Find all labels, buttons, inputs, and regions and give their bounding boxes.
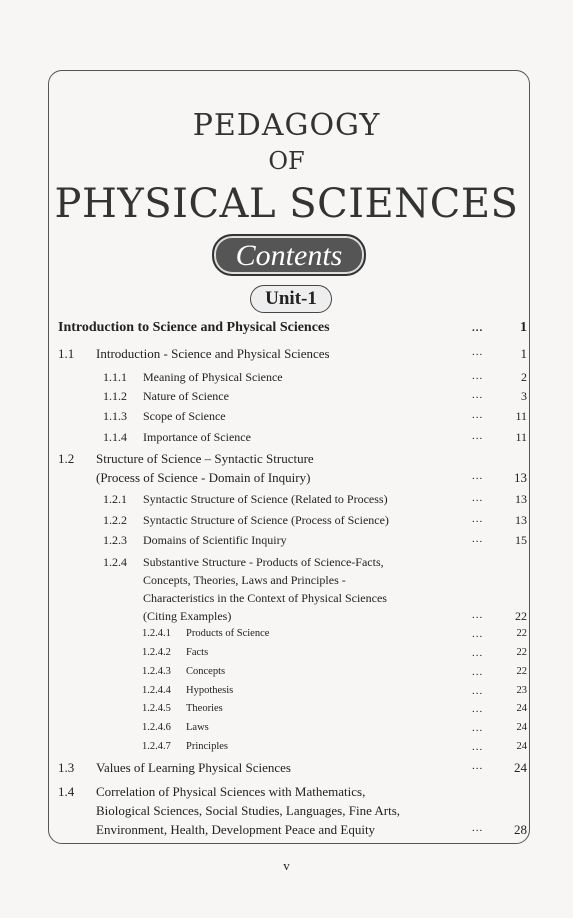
toc-entry[interactable]: [58, 451, 530, 491]
toc-entry-text: Meaning of Physical Science: [143, 370, 283, 384]
toc-entry-page: 23: [516, 685, 527, 696]
toc-entry-number: 1.3: [58, 760, 75, 775]
toc-section-page: 1: [520, 320, 527, 335]
toc-dots: ...: [472, 389, 484, 401]
toc-entry-number: 1.1: [58, 346, 75, 361]
book-title-line-3: PHYSICAL SCIENCES: [54, 181, 519, 227]
toc-entry-page: 22: [516, 666, 527, 677]
toc-entry-text-line-4: (Citing Examples): [143, 609, 232, 623]
toc-entry-number: 1.2.4.4: [142, 685, 171, 696]
unit-heading: Unit-1: [250, 285, 332, 313]
toc-entry-page: 2: [521, 370, 527, 384]
toc-entry-page: 11: [515, 409, 527, 423]
toc-entry-number: 1.2.4.7: [142, 741, 171, 752]
toc-entry-number: 1.1.1: [103, 370, 127, 384]
toc-entry-number: 1.2.4.3: [142, 666, 171, 677]
toc-entry-text-line-2: (Process of Science - Domain of Inquiry): [96, 470, 311, 485]
toc-entry-text: Introduction - Science and Physical Sciences: [96, 346, 330, 361]
toc-entry-page: 13: [515, 492, 527, 506]
toc-dots: ...: [472, 609, 484, 621]
toc-entry-text-line-3: Environment, Health, Development Peace and Equity: [96, 822, 376, 837]
toc-entry-page: 24: [514, 760, 527, 775]
toc-entry-text: Substantive Structure - Products of Science-Facts,: [143, 555, 384, 569]
toc-dots: ...: [472, 370, 484, 382]
toc-entry-page: 22: [515, 609, 527, 623]
toc-entry-text-line-2: Concepts, Theories, Laws and Principles -: [143, 573, 346, 587]
toc-entry-page: 1: [520, 346, 527, 361]
book-title-line-2: OF: [268, 147, 305, 175]
toc-entry-text: Hypothesis: [186, 685, 234, 696]
toc-dots: ...: [472, 533, 484, 545]
toc-dots: ...: [472, 722, 484, 734]
toc-entry-page: 13: [514, 470, 527, 485]
toc-dots: ...: [472, 409, 484, 421]
toc-entry-page: 22: [516, 647, 527, 658]
toc-entry-page: 22: [516, 628, 527, 639]
toc-entry-page: 3: [521, 389, 527, 403]
toc-entry-page: 24: [516, 703, 527, 714]
toc-entry-text: Structure of Science – Syntactic Structure: [96, 451, 314, 466]
toc-entry[interactable]: [58, 784, 530, 844]
toc-dots: ...: [472, 430, 484, 442]
toc-entry-page: 13: [515, 513, 527, 527]
toc-entry-text: Domains of Scientific Inquiry: [143, 533, 287, 547]
toc-entry-number: 1.2.4.1: [142, 628, 171, 639]
toc-entry-text: Laws: [186, 722, 209, 733]
toc-dots: ...: [472, 703, 484, 715]
toc-entry-number: 1.2.4.5: [142, 703, 171, 714]
contents-heading: Contents: [212, 234, 366, 276]
toc-entry-number: 1.2.4.2: [142, 647, 171, 658]
toc-entry[interactable]: [58, 555, 530, 635]
toc-dots: ...: [472, 685, 484, 697]
toc-entry-text: Syntactic Structure of Science (Process of Science): [143, 513, 389, 527]
toc-entry-text: Syntactic Structure of Science (Related to Process): [143, 492, 388, 506]
toc-dots: ...: [472, 470, 484, 482]
toc-dots: ...: [472, 322, 484, 334]
toc-dots: ...: [472, 822, 484, 834]
toc-entry-text: Principles: [186, 741, 228, 752]
toc-entry-number: 1.1.2: [103, 389, 127, 403]
toc-dots: ...: [472, 513, 484, 525]
toc-entry-number: 1.2.4.6: [142, 722, 171, 733]
toc-entry-text: Scope of Science: [143, 409, 226, 423]
toc-entry-text: Facts: [186, 647, 209, 658]
toc-entry-number: 1.2.4: [103, 555, 127, 569]
toc-entry-page: 24: [516, 722, 527, 733]
toc-entry-number: 1.1.3: [103, 409, 127, 423]
toc-entry-page: 24: [516, 741, 527, 752]
toc-dots: ...: [472, 647, 484, 659]
toc-entry-text: Products of Science: [186, 628, 270, 639]
toc-section-title: Introduction to Science and Physical Sciences: [58, 320, 330, 335]
toc-entry-page: 11: [515, 430, 527, 444]
toc-entry-text-line-2: Biological Sciences, Social Studies, Languages, Fine Arts,: [96, 803, 401, 818]
toc-entry-text: Concepts: [186, 666, 226, 677]
toc-dots: ...: [472, 492, 484, 504]
toc-dots: ...: [472, 666, 484, 678]
toc-entry-number: 1.4: [58, 784, 75, 799]
toc-dots: ...: [472, 628, 484, 640]
toc-entry-number: 1.2.2: [103, 513, 127, 527]
toc-entry-text-line-3: Characteristics in the Context of Physical Sciences: [143, 591, 387, 605]
toc-dots: ...: [472, 346, 484, 358]
toc-entry-number: 1.1.4: [103, 430, 127, 444]
toc-entry-text: Correlation of Physical Sciences with Mathematics,: [96, 784, 366, 799]
toc-entry-page: 15: [515, 533, 527, 547]
toc-entry-page: 28: [514, 822, 527, 837]
toc-dots: ...: [472, 741, 484, 753]
page-number: v: [283, 858, 290, 873]
toc-entry-text: Importance of Science: [143, 430, 251, 444]
book-title-line-1: PEDAGOGY: [192, 108, 381, 143]
toc-entry-text: Theories: [186, 703, 223, 714]
toc-entry-text: Values of Learning Physical Sciences: [96, 760, 291, 775]
toc-entry-number: 1.2.3: [103, 533, 127, 547]
toc-entry-number: 1.2.1: [103, 492, 127, 506]
toc-entry-number: 1.2: [58, 451, 75, 466]
toc-dots: ...: [472, 760, 484, 772]
toc-entry-text: Nature of Science: [143, 389, 229, 403]
